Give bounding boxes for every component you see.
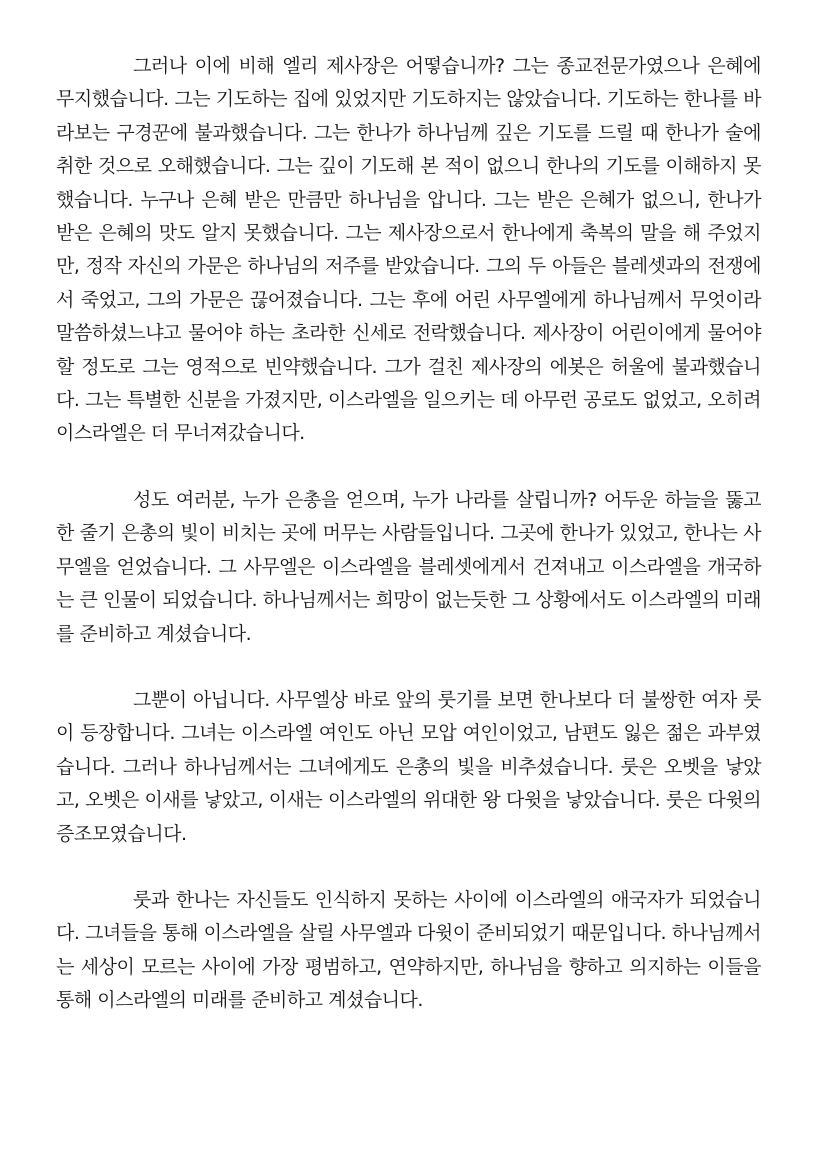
paragraph-eli-priest: 그러나 이에 비해 엘리 제사장은 어떻습니까? 그는 종교전문가였으나 은혜에 무지했습니다. 그는 기도하는 집에 있었지만 기도하지는 않았습니다. 기도하는 한나를 바라보는 구경꾼에 불과했습니다. 그는 한나가 하나님께 깊은 기도를 드릴 때 한나가 술에 취한 것으로 오해했습니다. 그는 깊이 기도해 본 적이 없으니 한나의 기도를 이해하지 못했습니다. 누구나 은혜 받은 만큼만 하나님을 압니다. 그는 받은 은혜가 없으니, 한나가 받은 은혜의 맛도 알지 못했습니다. 그는 제사장으로서 한나에게 축복의 말을 해 주었지만, 정작 자신의 가문은 하나님의 저주를 받았습니다. 그의 두 아들은 블레셋과의 전쟁에서 죽었고, 그의 가문은 끊어졌습니다. 그는 후에 어린 사무엘에게 하나님께서 무엇이라 말씀하셨느냐고 물어야 하는 초라한 신세로 전락했습니다. 제사장이 어린이에게 물어야 할 정도로 그는 영적으로 빈약했습니다. 그가 걸친 제사장의 에봇은 허울에 불과했습니다. 그는 특별한 신분을 가졌지만, 이스라엘을 일으키는 데 아무런 공로도 없었고, 오히려 이스라엘은 더 무너져갔습니다. xyxy=(56,55,761,445)
paragraph-ruth: 그뿐이 아닙니다. 사무엘상 바로 앞의 룻기를 보면 한나보다 더 불쌍한 여자 룻이 등장합니다. 그녀는 이스라엘 여인도 아닌 모압 여인이었고, 남편도 잃은 젊은 과부였습니다. 그러나 하나님께서는 그녀에게도 은총의 빛을 비추셨습니다. 룻은 오벳을 낳았고, 오벳은 이새를 낳았고, 이새는 이스라엘의 위대한 왕 다윗을 낳았습니다. 룻은 다윗의 증조모였습니다. xyxy=(56,688,761,845)
document-page xyxy=(56,50,761,1018)
paragraph-ruth-and-hannah: 룻과 한나는 자신들도 인식하지 못하는 사이에 이스라엘의 애국자가 되었습니다. 그녀들을 통해 이스라엘을 살릴 사무엘과 다윗이 준비되었기 때문입니다. 하나님께서는 세상이 모르는 사이에 가장 평범하고, 연약하지만, 하나님을 향하고 의지하는 이들을 통해 이스라엘의 미래를 준비하고 계셨습니다. xyxy=(56,888,761,1012)
paragraph-grace-saves-nation: 성도 여러분, 누가 은총을 얻으며, 누가 나라를 살립니까? 어두운 하늘을 뚫고 한 줄기 은총의 빛이 비치는 곳에 머무는 사람들입니다. 그곳에 한나가 있었고, 한나는 사무엘을 얻었습니다. 그 사무엘은 이스라엘을 블레셋에게서 건져내고 이스라엘을 개국하는 큰 인물이 되었습니다. 하나님께서는 희망이 없는듯한 그 상황에서도 이스라엘의 미래를 준비하고 계셨습니다. xyxy=(56,488,761,645)
